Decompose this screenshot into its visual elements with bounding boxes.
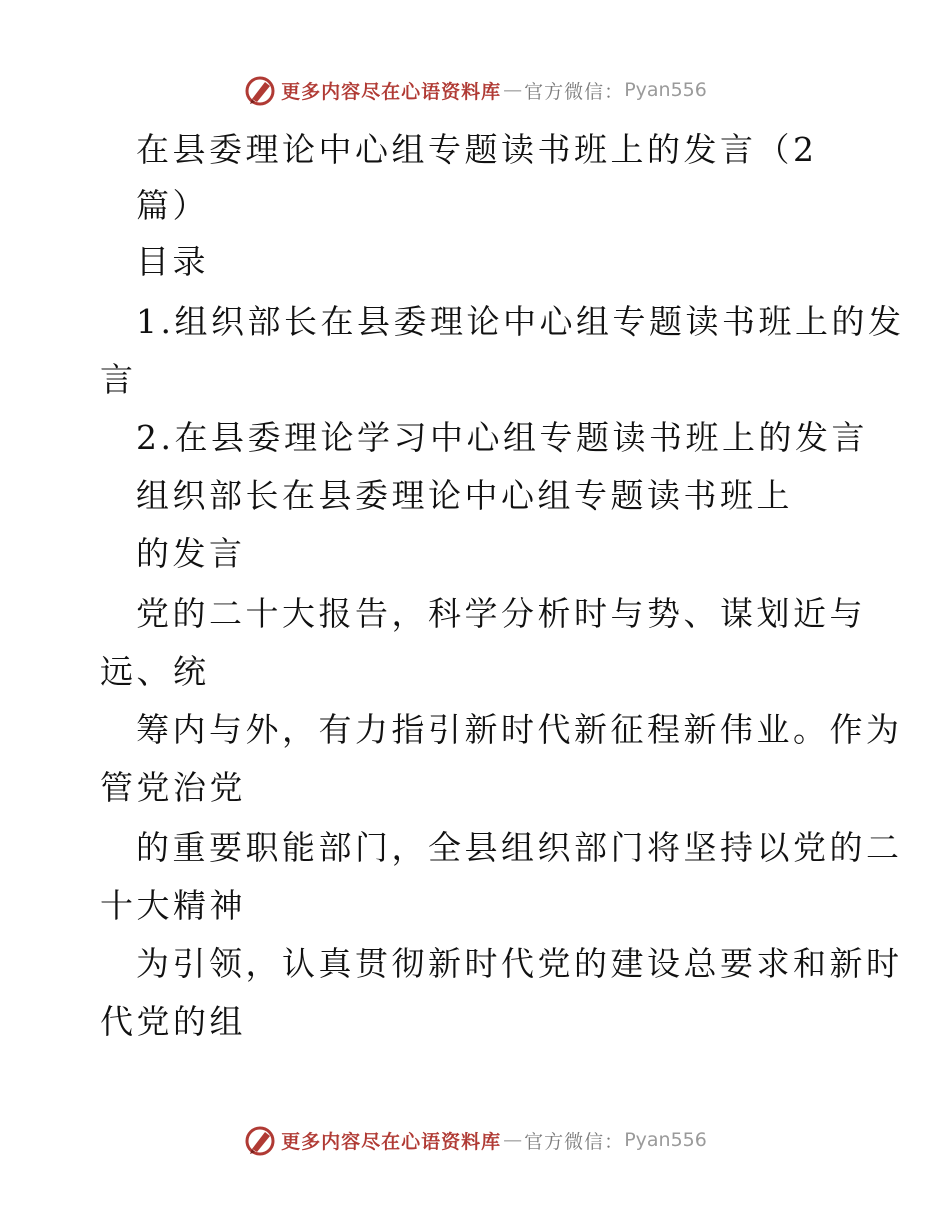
document-title-line-1: 在县委理论中心组专题读书班上的发言（2	[136, 130, 818, 169]
toc-item-1-line-2: 言	[100, 360, 137, 399]
paragraph-line: 为引领，认真贯彻新时代党的建设总要求和新时	[136, 944, 903, 983]
watermark-brand: 更多内容尽在心语资料库	[281, 80, 502, 103]
paragraph-line: 管党治党	[100, 768, 246, 807]
pen-logo-icon	[243, 73, 277, 107]
watermark-dash: —	[503, 79, 523, 101]
section-title-line-2: 的发言	[136, 534, 246, 573]
toc-item-1-line-1: 1.组织部长在县委理论中心组专题读书班上的发	[136, 302, 905, 341]
watermark-brand: 更多内容尽在心语资料库	[281, 1130, 502, 1153]
toc-heading: 目录	[136, 242, 209, 281]
paragraph-line: 远、统	[100, 652, 210, 691]
paragraph-line: 代党的组	[100, 1002, 246, 1041]
toc-item-2: 2.在县委理论学习中心组专题读书班上的发言	[136, 418, 868, 457]
watermark-label: 官方微信：	[524, 1130, 625, 1153]
watermark-wechat-id: Pyan556	[624, 79, 707, 101]
section-title-line-1: 组织部长在县委理论中心组专题读书班上	[136, 476, 793, 515]
watermark-label: 官方微信：	[524, 80, 625, 103]
paragraph-line: 十大精神	[100, 886, 246, 925]
paragraph-line: 的重要职能部门，全县组织部门将坚持以党的二	[136, 828, 903, 867]
header-watermark	[0, 70, 950, 110]
watermark-dash: —	[503, 1129, 523, 1151]
pen-logo-icon	[243, 1123, 277, 1157]
paragraph-line: 筹内与外，有力指引新时代新征程新伟业。作为	[136, 710, 903, 749]
footer-watermark	[0, 1120, 950, 1160]
paragraph-line: 党的二十大报告，科学分析时与势、谋划近与	[136, 594, 866, 633]
watermark-wechat-id: Pyan556	[624, 1129, 707, 1151]
document-title-line-2: 篇）	[136, 186, 209, 225]
